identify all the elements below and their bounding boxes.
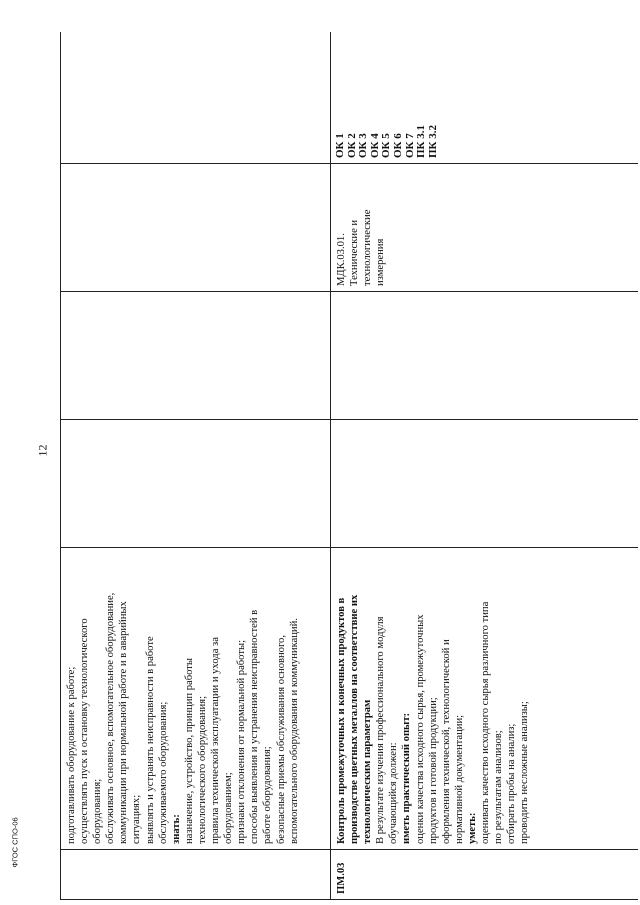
text-line: ситуациях;: [131, 794, 143, 844]
text-line: оценки качества исходного сырья, промежуточных: [414, 614, 426, 844]
text-line: оборудования;: [92, 778, 104, 844]
text-line: оценивать качество исходного сырья различного типа: [480, 601, 492, 844]
text-line: назначение, устройство, принцип работы: [183, 657, 195, 844]
mdk-line: измерения: [375, 238, 387, 286]
text-line: оформления технической, технологической и: [440, 639, 452, 844]
text-line: правила технической эксплуатации и ухода за: [210, 637, 222, 844]
competency-code: ОК 2: [345, 133, 358, 158]
module-code: ПМ.03: [331, 850, 639, 900]
competencies-cell: [331, 32, 639, 164]
section-heading: знать:: [170, 814, 182, 844]
table-row: [61, 32, 331, 900]
page-number: 12: [35, 444, 50, 457]
text-line: отбирать пробы на анализ;: [506, 723, 518, 844]
text-line: подготавливать оборудование к работе;: [66, 666, 77, 844]
requirements-cell: [331, 548, 639, 850]
text-line: коммуникации при нормальной работе и в аварийных: [118, 601, 130, 844]
text-line: обучающийся должен:: [388, 742, 400, 844]
text-line: обслуживать основное, вспомогательное оборудование,: [105, 592, 117, 844]
competency-code: ОК 1: [334, 133, 346, 158]
mdk-line: МДК.03.01.: [336, 233, 347, 286]
code-cell-empty: [61, 850, 331, 900]
text-line: безопасные приемы обслуживания основного,: [275, 635, 287, 844]
text-line: выявлять и устранять неисправности в работе: [144, 636, 156, 844]
hours-class-cell: [331, 292, 639, 420]
competency-code: ОК 7: [403, 133, 416, 158]
requirements-cell: [61, 548, 331, 850]
text-line: осуществлять пуск и остановку технологического: [79, 618, 91, 844]
landscape-table-container: [60, 32, 638, 900]
table-row: [331, 32, 639, 900]
hours-max-cell: [61, 420, 331, 548]
text-line: работе оборудования;: [262, 746, 274, 844]
text-line: нормативной документации;: [453, 714, 465, 844]
mdk-line: Технические и: [349, 219, 361, 286]
module-title-line: Контроль промежуточных и конечных продуктов в: [336, 597, 347, 844]
competency-code: ОК 4: [368, 133, 381, 158]
text-line: по результатам анализов;: [493, 730, 505, 844]
mdk-cell: [331, 164, 639, 292]
text-line: способы выявления и устранения неисправностей в: [249, 609, 261, 844]
mdk-line: технологические: [362, 209, 374, 286]
competency-code: ОК 3: [357, 133, 370, 158]
competency-code: ПК 3.1: [415, 124, 428, 158]
text-line: технологического оборудования;: [196, 695, 208, 844]
competencies-cell-empty: [61, 32, 331, 164]
mdk-cell-empty: [61, 164, 331, 292]
hours-max-cell: [331, 420, 639, 548]
module-title-line: производстве цветных металлов на соответствие их: [349, 594, 361, 844]
competency-code: ПК 3.2: [426, 124, 439, 158]
text-line: В результате изучения профессионального модуля: [375, 616, 387, 844]
curriculum-table: [60, 32, 638, 900]
section-heading: иметь практический опыт:: [401, 712, 413, 844]
competency-code: ОК 5: [380, 133, 393, 158]
hours-class-cell: [61, 292, 331, 420]
section-heading: уметь:: [466, 812, 478, 844]
text-line: продуктов и готовой продукции;: [427, 697, 439, 844]
footer-standard-code: ФГОС СПО-06: [10, 817, 20, 868]
text-line: признаки отклонения от нормальной работы;: [236, 639, 248, 844]
text-line: проводить несложные анализы;: [519, 701, 531, 844]
text-line: вспомогательного оборудования и коммуникаций.: [288, 618, 300, 844]
text-line: обслуживаемого оборудования;: [157, 701, 169, 844]
text-line: оборудованием;: [223, 772, 235, 844]
rotated-page-frame: [60, 32, 638, 900]
competency-code: ОК 6: [391, 133, 404, 158]
module-title-line: технологическим параметрам: [362, 699, 374, 844]
